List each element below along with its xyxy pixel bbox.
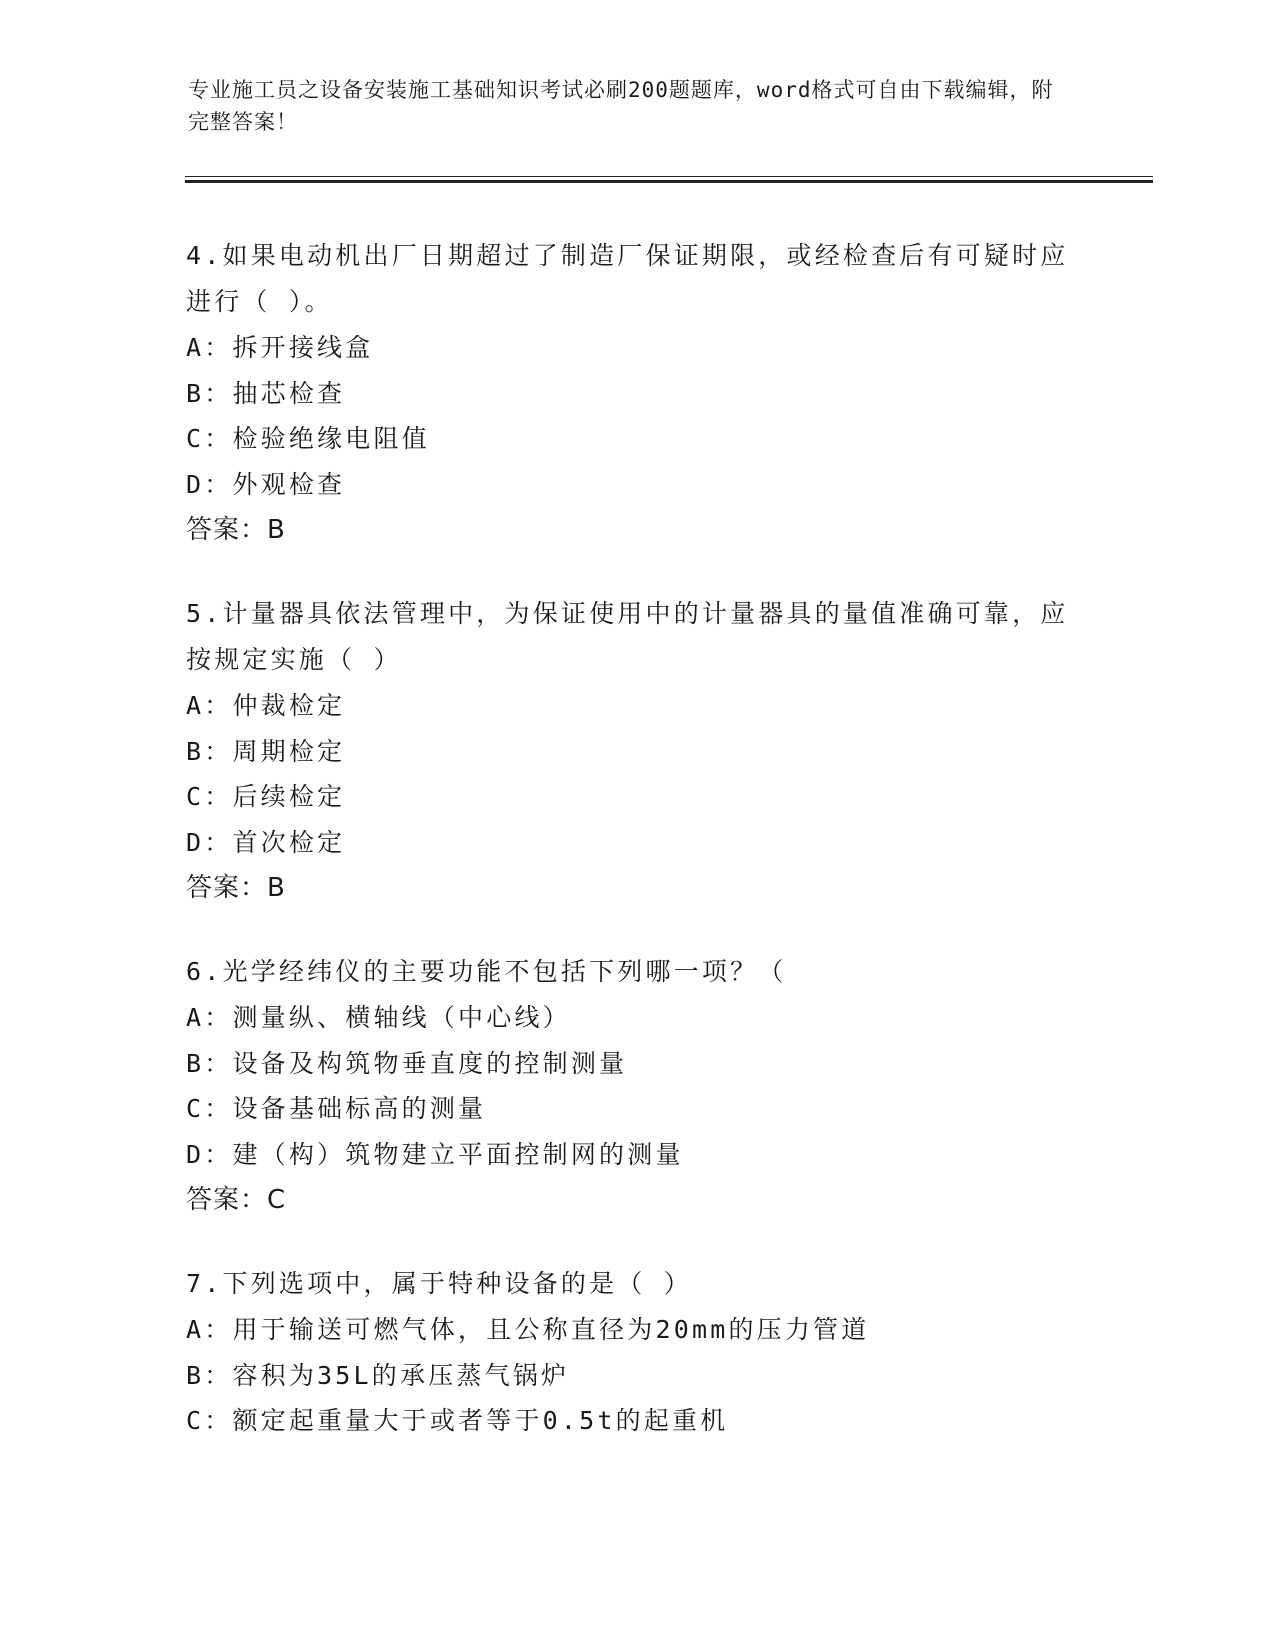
question-4: [186, 233, 1086, 553]
option-d: D：首次检定: [186, 827, 346, 857]
document-header: [188, 74, 1068, 138]
option-b: B：周期检定: [186, 736, 346, 766]
answer-line: 答案：B: [186, 873, 286, 903]
answer-line: 答案：C: [186, 1185, 287, 1215]
question-stem: 7.下列选项中，属于特种设备的是（ ）: [186, 1269, 692, 1298]
option-a: A：用于输送可燃气体，且公称直径为20mm的压力管道: [186, 1315, 870, 1344]
option-a: A：仲裁检定: [186, 691, 346, 720]
question-stem: 4.如果电动机出厂日期超过了制造厂保证期限，或经检查后有可疑时应进行（ ）。: [186, 241, 1069, 316]
option-b: B：容积为35L的承压蒸气锅炉: [186, 1360, 570, 1390]
header-divider-thick: [185, 180, 1153, 183]
option-c: C：后续检定: [186, 782, 346, 811]
question-stem: 6.光学经纬仪的主要功能不包括下列哪一项？（: [186, 957, 787, 986]
option-d: D：外观检查: [186, 469, 346, 499]
answer-line: 答案：B: [186, 515, 286, 545]
option-c: C：额定起重量大于或者等于0.5t的起重机: [186, 1406, 729, 1435]
option-d: D：建（构）筑物建立平面控制网的测量: [186, 1139, 684, 1169]
question-stem: 5.计量器具依法管理中，为保证使用中的计量器具的量值准确可靠，应按规定实施（ ）: [186, 599, 1069, 674]
question-5: [186, 591, 1086, 911]
header-title: 专业施工员之设备安装施工基础知识考试必刷200题题库，word格式可自由下载编辑，附完整答案！: [188, 78, 1054, 134]
header-divider-thin: [185, 176, 1153, 177]
option-c: C：检验绝缘电阻值: [186, 424, 430, 453]
question-6: [186, 949, 1086, 1223]
option-b: B：抽芯检查: [186, 378, 346, 408]
option-a: A：测量纵、横轴线（中心线）: [186, 1003, 571, 1032]
option-b: B：设备及构筑物垂直度的控制测量: [186, 1048, 628, 1078]
question-7: [186, 1261, 1086, 1444]
option-c: C：设备基础标高的测量: [186, 1094, 487, 1123]
question-list: [186, 233, 1086, 1482]
option-a: A：拆开接线盒: [186, 333, 374, 362]
